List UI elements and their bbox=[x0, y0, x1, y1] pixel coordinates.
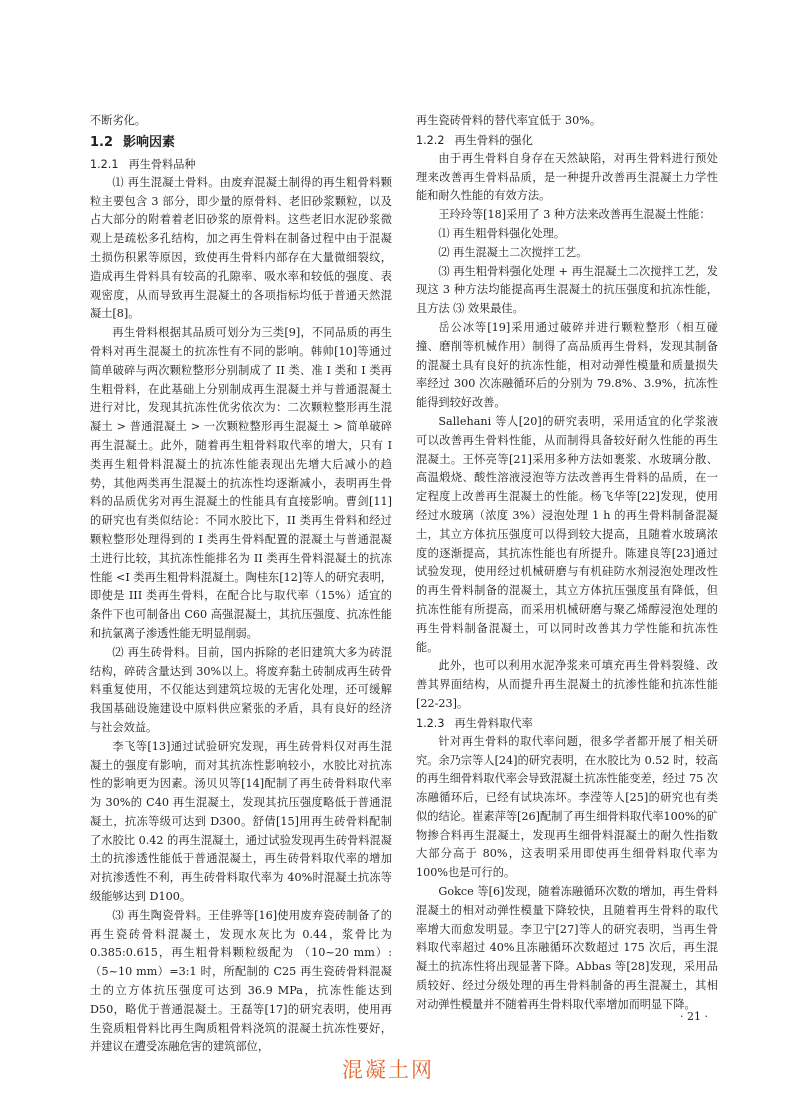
paragraph: Gokce 等[6]发现，随着冻融循环次数的增加，再生骨料混凝土的相对动弹性模量下降较快，且随着再生骨料的取代率增大而愈发明显。李卫宁[27]等人的研究表明，当再生骨料取代率超过 40%且冻融循环次数超过 175 次后，再生混凝土的抗冻性将出现显著下降。Abbas 等[28]发现，采用品质较好、经过分级处理的再生骨料制备的再生混凝土，其相对动弹性模量并不随着再生骨料取代率增加而明显下降。 bbox=[416, 885, 718, 1011]
subsection-heading bbox=[416, 131, 718, 150]
subsection-title: 再生骨料品种 bbox=[128, 157, 196, 171]
list-item: ⑵ 再生混凝土二次搅拌工艺。 bbox=[438, 245, 588, 259]
page-number: · 21 · bbox=[680, 1010, 708, 1023]
paragraph: 针对再生骨料的取代率问题，很多学者都开展了相关研究。余乃宗等人[24]的研究表明，在水胶比为 0.52 时，较高的再生细骨料取代率会导致混凝土抗冻性能变差，经过 75 次冻融循环后，已经有试块冻坏。李滢等人[25]的研究也有类似的结论。崔素萍等[26]配制了再生细骨料取代率100%的矿物掺合料再生混凝土，发现再生细骨料混凝土的耐久性指数大部分高于 80%，这表明采用即使再生细骨料取代率为 100%也是可行的。 bbox=[416, 734, 718, 880]
paragraph: ⑶ 再生陶瓷骨料。王佳骅等[16]使用废弃瓷砖制备了的再生瓷砖骨料混凝土，发现水灰比为 0.44，浆骨比为 0.385:0.615，再生粗骨料颗粒级配为 （10~20 mm）:（5~10 mm）=3:1 时，所配制的 C25 再生瓷砖骨料混凝土的立方体抗压强度可达到 36.9 MPa，抗冻性能达到 D50，略优于普通混凝土。王磊等[17]的研究表明，使用再生瓷质粗骨料比再生陶质粗骨料浇筑的混凝土抗冻性要好，并建议在遭受冻融危害的建筑部位， bbox=[90, 908, 392, 1054]
paragraph: ⑵ 再生砖骨料。目前，国内拆除的老旧建筑大多为砖混结构，碎砖含量达到 30%以上。将废弃黏土砖制成再生砖骨料重复使用，不仅能达到建筑垃圾的无害化处理，还可缓解我国基础设施建设中原料供应紧张的矛盾，具有良好的经济与社会效益。 bbox=[90, 645, 392, 734]
paragraph: 此外，也可以利用水泥净浆来可填充再生骨料裂缝、改善其界面结构，从而提升再生混凝土的抗渗性能和抗冻性能[22-23]。 bbox=[416, 659, 718, 710]
site-watermark: 混凝土网 bbox=[342, 1058, 434, 1082]
paragraph: Sallehani 等人[20]的研究表明，采用适宜的化学浆液可以改善再生骨料性能，从而制得具备较好耐久性能的再生混凝土。王怀亮等[21]采用多种方法如裹浆、水玻璃分散、高温煅烧、酸性溶液浸泡等方法改善再生骨料的品质，在一定程度上改善再生混凝土的性能。杨飞华等[22]发现，使用经过水玻璃（浓度 3%）浸泡处理 1 h 的再生骨料制备混凝土，其立方体抗压强度可以得到较大提高，且随着水玻璃浓度的逐渐提高，其抗冻性能也有所提升。陈建良等[23]通过试验发现，使用经过机械研磨与有机硅防水剂浸泡处理改性的再生骨料制备的混凝土，其立方体抗压强度虽有降低，但抗冻性能有所提高，而采用机械研磨与聚乙烯醇浸泡处理的再生骨料制备混凝土，可以同时改善其力学性能和抗冻性能。 bbox=[416, 414, 718, 654]
continued-text: 再生瓷砖骨料的替代率宜低于 30%。 bbox=[416, 114, 602, 127]
paragraph: 由于再生骨料自身存在天然缺陷，对再生骨料进行预处理来改善再生骨料品质，是一种提升改善再生混凝土力学性能和耐久性能的有效方法。 bbox=[416, 151, 718, 203]
section-title: 影响因素 bbox=[123, 134, 176, 150]
section-heading bbox=[90, 133, 392, 153]
list-item: ⑶ 再生粗骨料强化处理 + 再生混凝土二次搅拌工艺，发现这 3 种方法均能提高再生混凝土的抗压强度和抗冻性能，且方法 ⑶ 效果最佳。 bbox=[416, 264, 718, 316]
subsection-heading bbox=[416, 714, 718, 733]
paragraph: 再生骨料根据其品质可划分为三类[9]，不同品质的再生骨料对再生混凝土的抗冻性有不同的影响。韩帅[10]等通过简单破碎与两次颗粒整形分别制成了 II 类、准 I 类和 I 类再生粗骨料，在此基础上分别制成再生混凝土并与普通混凝土进行对比，发现其抗冻性优劣依次为：二次颗粒整形再生混凝土 > 普通混凝土 > 一次颗粒整形再生混凝土 > 简单破碎再生混凝土。此外，随着再生粗骨料取代率的增大，只有 I 类再生粗骨料混凝土的抗冻性能表现出先增大后减小的趋势，其他两类再生混凝土的抗冻性均逐渐减小，表明再生骨料的品质优劣对再生混凝土的性能具有直接影响。曹剑[11]的研究也有类似结论：不同水胶比下，II 类再生骨料和经过颗粒整形处理得到的 I 类再生骨料配置的混凝土与普通混凝土进行比较，其抗冻性能排名为 II 类再生骨料混凝土的抗冻性能 <I 类再生粗骨料混凝土。陶桂东[12]等人的研究表明，即使是 III 类再生骨料，在配合比与取代率（15%）适宜的条件下也可制备出 C60 高强混凝土，其抗压强度、抗冻性能和抗氯离子渗透性能无明显削弱。 bbox=[90, 326, 392, 640]
subsection-number: 1.2.2 bbox=[416, 133, 445, 147]
subsection-title: 再生骨料取代率 bbox=[454, 716, 533, 730]
left-column bbox=[90, 112, 392, 1057]
subsection-number: 1.2.1 bbox=[90, 157, 119, 171]
subsection-number: 1.2.3 bbox=[416, 716, 445, 730]
right-column bbox=[416, 112, 718, 1015]
subsection-heading bbox=[90, 155, 392, 174]
paragraph: 李飞等[13]通过试验研究发现，再生砖骨料仅对再生混凝土的强度有影响，而对其抗冻性影响较小，水胶比对抗冻性的影响更为因素。汤贝贝等[14]配制了再生砖骨料取代率为 30%的 C40 再生混凝土，发现其抗压强度略低于普通混凝土，抗冻等级可达到 D300。舒倩[15]用再生砖骨料配制了水胶比 0.42 的再生混凝土，通过试验发现再生砖骨料混凝土的抗渗透性能低于普通混凝土，再生砖骨料取代率的增加对抗渗透性不利，再生砖骨料取代率为 40%时混凝土抗冻等级能够达到 D100。 bbox=[90, 739, 392, 904]
continued-text: 不断劣化。 bbox=[90, 114, 146, 127]
paragraph: 岳公冰等[19]采用通过破碎并进行颗粒整形（相互碰撞、磨削等机械作用）制得了高品质再生骨料，发现其制备的混凝土具有良好的抗冻性能，相对动弹性模量和质量损失率经过 300 次冻融循环后的分别为 79.8%、3.9%，抗冻性能得到较好改善。 bbox=[416, 320, 718, 410]
paragraph: ⑴ 再生混凝土骨料。由废弃混凝土制得的再生粗骨料颗粒主要包含 3 部分，即少量的原骨料、老旧砂浆颗粒，以及占大部分的附着着老旧砂浆的原骨料。这些老旧水泥砂浆微观上是疏松多孔结构，加之再生骨料在制备过程中由于混凝土损伤积累等原因，致使再生骨料内部存在大量微细裂纹，造成再生骨料具有较高的孔隙率、吸水率和较低的强度、表观密度，从而导致再生混凝土的各项指标均低于普通天然混凝土[8]。 bbox=[90, 175, 392, 321]
list-item: ⑴ 再生粗骨料强化处理。 bbox=[438, 226, 566, 240]
paragraph: 王玲玲等[18]采用了 3 种方法来改善再生混凝土性能： bbox=[438, 208, 711, 222]
subsection-title: 再生骨料的强化 bbox=[454, 133, 533, 147]
section-number: 1.2 bbox=[90, 134, 114, 150]
